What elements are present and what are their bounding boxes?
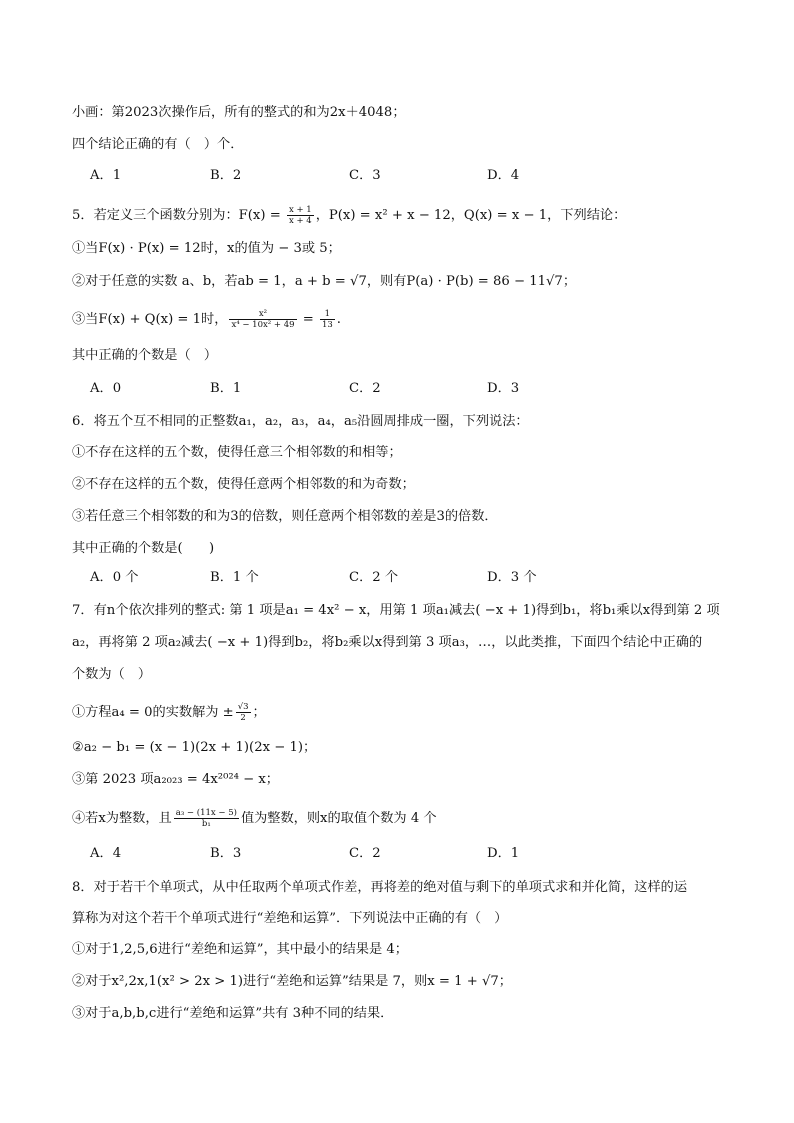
q6-statement-1: ①不存在这样的五个数，使得任意三个相邻数的和相等；	[72, 445, 402, 460]
q5-option-b: B．1	[210, 381, 242, 396]
q5-s3-prefix: ③当F(x) + Q(x) = 1时，	[72, 312, 228, 327]
q5-option-d: D．3	[487, 381, 520, 396]
q5-stem	[72, 205, 626, 226]
q7-s4-prefix: ④若x为整数，且	[72, 811, 172, 826]
q7-s4-end: 值为整数，则x的取值个数为 4 个	[240, 811, 437, 826]
q7-option-d: D．1	[487, 846, 520, 861]
q7-option-c: C．2	[349, 846, 381, 861]
q7-s1-prefix: ①方程a₄ = 0的实数解为 ±	[72, 705, 234, 720]
q6-statement-2: ②不存在这样的五个数，使得任意两个相邻数的和为奇数；	[72, 477, 415, 492]
q4-option-b: B．2	[210, 168, 242, 183]
q8-statement-1: ①对于1,2,5,6进行“差绝和运算”，其中最小的结果是 4；	[72, 942, 408, 957]
q5-statement-2: ②对于任意的实数 a、b，若ab = 1，a + b = √7，则有P(a) · P(b) = 86 − 11√7；	[72, 274, 577, 289]
q7-s1-fraction	[236, 702, 251, 723]
q6-option-c: C．2 个	[349, 570, 399, 585]
q6-option-d: D．3 个	[487, 570, 537, 585]
q6-ask: 其中正确的个数是( )	[72, 541, 215, 556]
q5-option-c: C．2	[349, 381, 381, 396]
q5-option-a: A．0	[90, 381, 122, 396]
q5-s3-frac-den: x⁴ − 10x² + 49	[231, 320, 295, 330]
q5-statement-1: ①当F(x) · P(x) = 12时，x的值为 − 3或 5；	[72, 241, 341, 256]
q7-statement-1	[72, 702, 266, 723]
q7-statement-3: ③第 2023 项a₂₀₂₃ = 4x²⁰²⁴ − x；	[72, 772, 279, 787]
q5-frac-den: x + 4	[288, 216, 312, 226]
q7-option-a: A．4	[90, 846, 122, 861]
q6-stem: 6．将五个互不相同的正整数a₁，a₂，a₃，a₄，a₅沿圆周排成一圈，下列说法：	[72, 414, 529, 429]
q4-line-1: 小画：第2023次操作后，所有的整式的和为2x＋4048；	[72, 105, 406, 120]
q4-line-2: 四个结论正确的有（ ）个．	[72, 137, 244, 152]
q7-s1-frac-num: √3	[237, 702, 249, 712]
q7-s1-frac-den: 2	[240, 713, 246, 723]
q4-option-d: D．4	[487, 168, 520, 183]
q5-s3-fraction-2	[320, 309, 335, 330]
q5-stem-suffix: ，P(x) = x² + x − 12，Q(x) = x − 1，下列结论：	[315, 208, 627, 223]
q5-s3-frac2-num: 1	[320, 309, 335, 320]
q7-statement-2: ②a₂ − b₁ = (x − 1)(2x + 1)(2x − 1)；	[72, 740, 317, 755]
q8-line-1: 8．对于若干个单项式，从中任取两个单项式作差，再将差的绝对值与剩下的单项式求和并化简，这样的运	[72, 880, 688, 895]
q5-s3-end: .	[336, 312, 341, 327]
q7-s4-frac-den: b₁	[201, 819, 211, 829]
q5-s3-frac2-den: 13	[321, 320, 333, 330]
q7-line-2: a₂，再将第 2 项a₂减去( −x + 1)得到b₂，将b₂乘以x得到第 3 项a₃，…，以此类推，下面四个结论中正确的	[72, 635, 703, 650]
q8-line-2: 算称为对这个若干个单项式进行“差绝和运算”．下列说法中正确的有（ ）	[72, 911, 508, 926]
q4-option-a: A．1	[90, 168, 122, 183]
q5-frac-num: x + 1	[288, 205, 312, 215]
q7-s4-fraction	[174, 808, 239, 829]
q7-option-b: B．3	[210, 846, 242, 861]
q5-s3-eq: =	[298, 312, 318, 327]
q5-s3-fraction	[229, 309, 296, 330]
q5-s3-frac-num: x²	[229, 309, 296, 320]
q7-line-3: 个数为（ ）	[72, 667, 152, 682]
q4-option-c: C．3	[349, 168, 381, 183]
q7-s4-frac-num: a₃ − (11x − 5)	[175, 808, 237, 818]
q7-line-1: 7．有n个依次排列的整式: 第 1 项是a₁ = 4x² − x，用第 1 项a₁减去( −x + 1)得到b₁，将b₁乘以x得到第 2 项	[72, 603, 720, 618]
q5-fraction	[287, 205, 314, 226]
q6-option-b: B．1 个	[210, 570, 259, 585]
q5-ask: 其中正确的个数是（ ）	[72, 348, 218, 363]
q8-statement-3: ③对于a,b,b,c进行“差绝和运算”共有 3种不同的结果．	[72, 1006, 394, 1021]
q6-option-a: A．0 个	[90, 570, 139, 585]
q8-statement-2: ②对于x²,2x,1(x² > 2x > 1)进行“差绝和运算”结果是 7，则x = 1 + √7；	[72, 974, 512, 989]
q7-s1-end: ；	[252, 705, 266, 720]
q5-statement-3	[72, 309, 341, 330]
q7-statement-4	[72, 808, 437, 829]
q6-statement-3: ③若任意三个相邻数的和为3的倍数，则任意两个相邻数的差是3的倍数．	[72, 509, 498, 524]
q5-stem-prefix: 5．若定义三个函数分别为：F(x) =	[72, 208, 285, 223]
